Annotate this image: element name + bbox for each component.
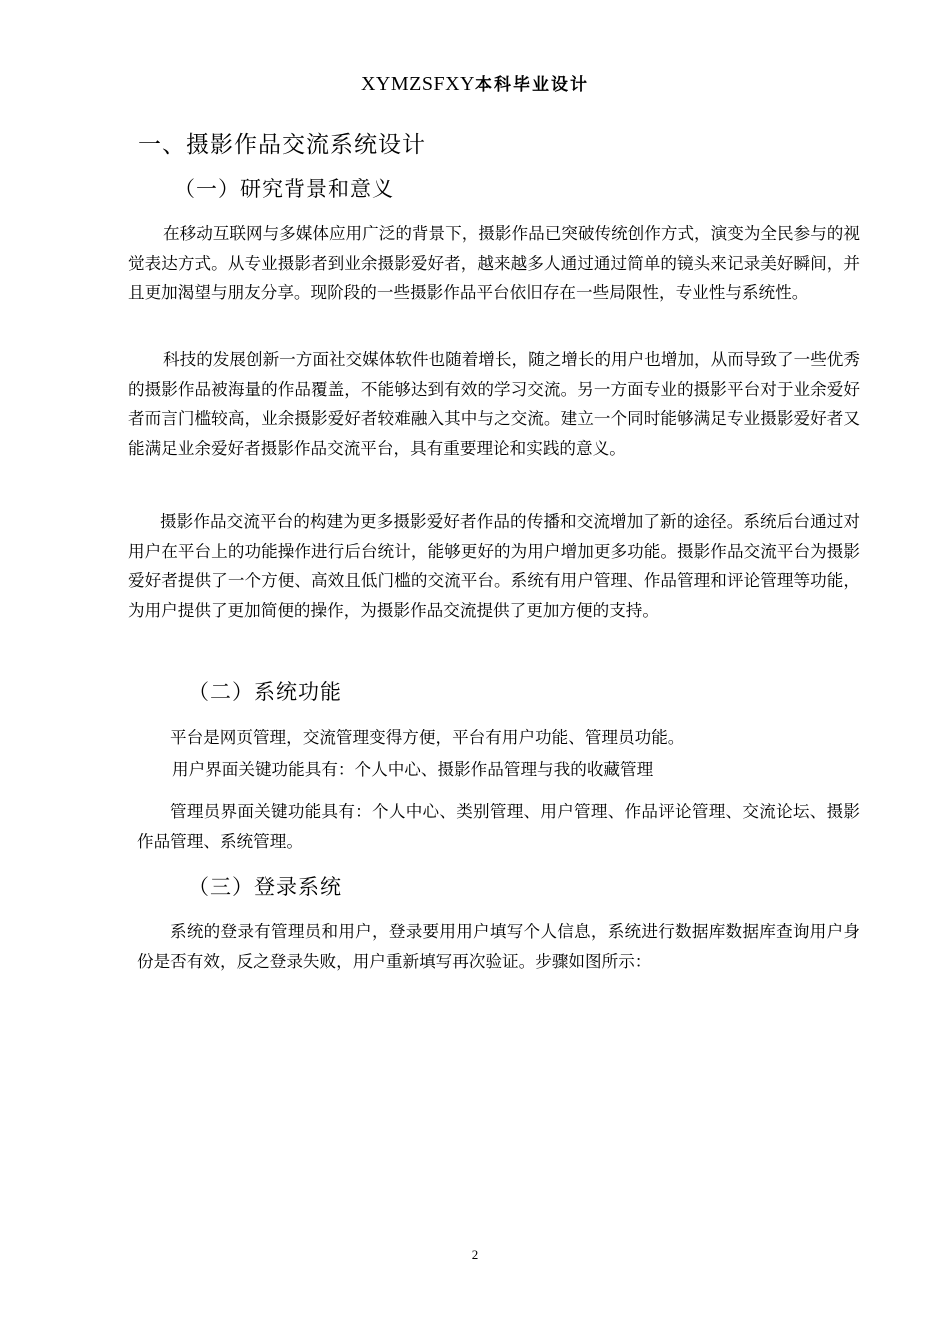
chapter-title: 一、摄影作品交流系统设计 <box>138 132 426 158</box>
page-header <box>0 72 950 97</box>
header-title: 本科毕业设计 <box>475 75 590 95</box>
paragraph-login: 系统的登录有管理员和用户，登录要用用户填写个人信息，系统进行数据库数据库查询用户身份是否有效，反之登录失败，用户重新填写再次验证。步骤如图所示： <box>137 922 860 971</box>
page-number: 2 <box>471 1247 479 1262</box>
header-code: XYMZSFXY <box>360 73 476 95</box>
function-line-platform: 平台是网页管理，交流管理变得方便，平台有用户功能、管理员功能。 <box>170 728 685 747</box>
function-line-user: 用户界面关键功能具有：个人中心、摄影作品管理与我的收藏管理 <box>172 760 654 779</box>
paragraph-background-3: 摄影作品交流平台的构建为更多摄影爱好者作品的传播和交流增加了新的途径。系统后台通过对用户在平台上的功能操作进行后台统计，能够更好的为用户增加更多功能。摄影作品交流平台为摄影爱好者提供了一个方便、高效且低门槛的交流平台。系统有用户管理、作品管理和评论管理等功能，为用户提供了更加简便的操作，为摄影作品交流提供了更加方便的支持。 <box>128 512 860 620</box>
paragraph-admin-functions: 管理员界面关键功能具有：个人中心、类别管理、用户管理、作品评论管理、交流论坛、摄影作品管理、系统管理。 <box>137 802 860 851</box>
section-title-background: （一）研究背景和意义 <box>174 177 394 201</box>
section-title-functions: （二）系统功能 <box>188 680 342 704</box>
paragraph-background-1: 在移动互联网与多媒体应用广泛的背景下，摄影作品已突破传统创作方式，演变为全民参与的视觉表达方式。从专业摄影者到业余摄影爱好者，越来越多人通过通过简单的镜头来记录美好瞬间，并且更加渴望与朋友分享。现阶段的一些摄影作品平台依旧存在一些局限性，专业性与系统性。 <box>128 224 860 302</box>
section-title-login: （三）登录系统 <box>188 875 342 899</box>
paragraph-background-2: 科技的发展创新一方面社交媒体软件也随着增长，随之增长的用户也增加，从而导致了一些优秀的摄影作品被海量的作品覆盖，不能够达到有效的学习交流。另一方面专业的摄影平台对于业余爱好者而言门槛较高，业余摄影爱好者较难融入其中与之交流。建立一个同时能够满足专业摄影爱好者又能满足业余爱好者摄影作品交流平台，具有重要理论和实践的意义。 <box>128 350 860 458</box>
